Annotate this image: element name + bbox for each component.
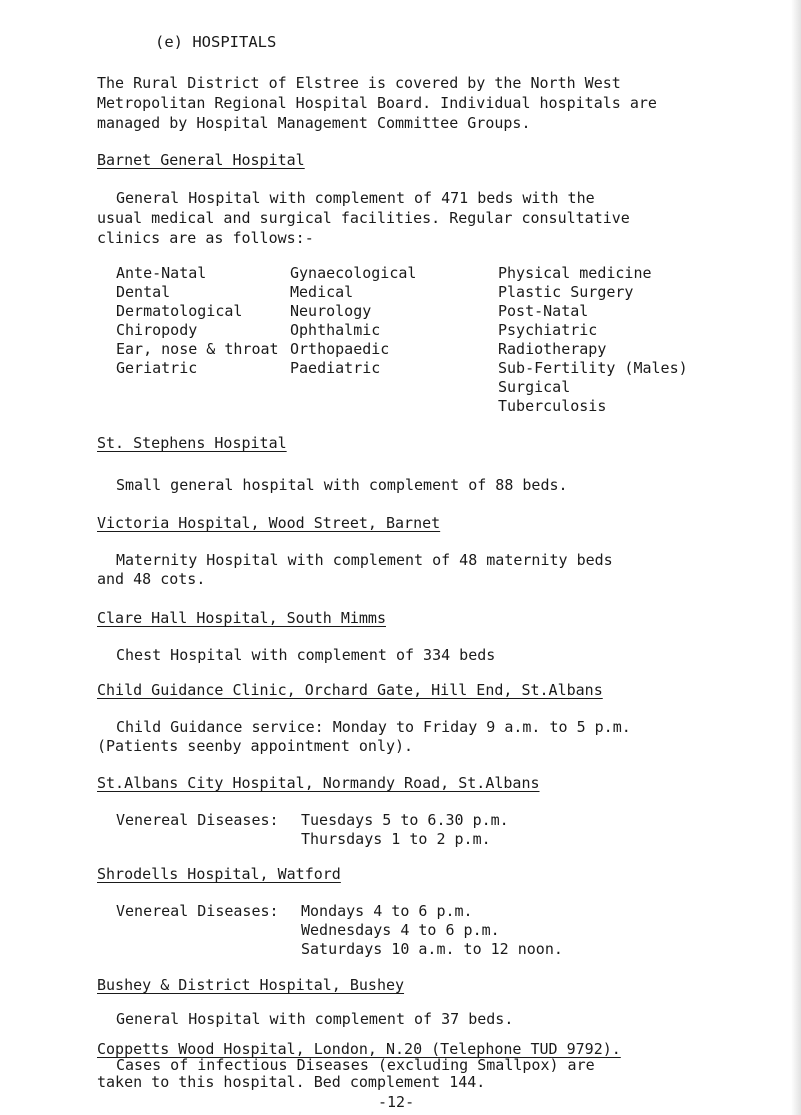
clare-hall-title: Clare Hall Hospital, South Mimms	[97, 609, 386, 627]
st-albans-label: Venereal Diseases:	[116, 811, 279, 829]
child-guidance-para-2: (Patients seenby appointment only).	[97, 737, 414, 755]
st-albans-title: St.Albans City Hospital, Normandy Road, St.Albans	[97, 774, 540, 792]
clinic-item: Ante-Natal	[116, 264, 207, 282]
clinic-item: Post-Natal	[498, 302, 589, 320]
coppetts-para-1: Cases of infectious Diseases (excluding Smallpox) are	[116, 1056, 595, 1074]
clinic-item: Tuberculosis	[498, 397, 607, 415]
shrodells-title: Shrodells Hospital, Watford	[97, 865, 341, 883]
barnet-title: Barnet General Hospital	[97, 151, 305, 169]
st-albans-time-1: Tuesdays 5 to 6.30 p.m.	[301, 811, 509, 829]
barnet-para-3: clinics are as follows:-	[97, 229, 314, 247]
clinic-item: Chiropody	[116, 321, 198, 339]
shrodells-time-3: Saturdays 10 a.m. to 12 noon.	[301, 940, 563, 958]
clare-hall-para: Chest Hospital with complement of 334 beds	[116, 646, 496, 664]
bushey-para: General Hospital with complement of 37 beds.	[116, 1010, 514, 1028]
clinics-column-1	[116, 264, 279, 378]
clinic-item: Paediatric	[290, 359, 381, 377]
clinics-column-2	[290, 264, 416, 378]
clinic-item: Plastic Surgery	[498, 283, 634, 301]
clinic-item: Physical medicine	[498, 264, 652, 282]
child-guidance-para-1: Child Guidance service: Monday to Friday 9 a.m. to 5 p.m.	[116, 718, 631, 736]
clinic-item: Orthopaedic	[290, 340, 390, 358]
coppetts-para-2: taken to this hospital. Bed complement 144.	[97, 1073, 486, 1091]
clinic-item: Radiotherapy	[498, 340, 607, 358]
clinic-item: Medical	[290, 283, 354, 301]
barnet-para-1: General Hospital with complement of 471 beds with the	[116, 189, 595, 207]
clinic-item: Geriatric	[116, 359, 198, 377]
shrodells-time-1: Mondays 4 to 6 p.m.	[301, 902, 473, 920]
page-number: -12-	[378, 1093, 415, 1111]
coppetts-title: Coppetts Wood Hospital, London, N.20 (Telephone TUD 9792).	[97, 1040, 621, 1058]
barnet-para-2: usual medical and surgical facilities. Regular consultative	[97, 209, 630, 227]
clinic-item: Ophthalmic	[290, 321, 381, 339]
intro-line-1: The Rural District of Elstree is covered by the North West	[97, 74, 621, 92]
intro-line-2: Metropolitan Regional Hospital Board. Individual hospitals are	[97, 94, 657, 112]
child-guidance-title: Child Guidance Clinic, Orchard Gate, Hill End, St.Albans	[97, 681, 603, 699]
intro-line-3: managed by Hospital Management Committee Groups.	[97, 114, 531, 132]
victoria-title: Victoria Hospital, Wood Street, Barnet	[97, 514, 441, 532]
section-heading: (e) HOSPITALS	[155, 33, 277, 51]
shrodells-label: Venereal Diseases:	[116, 902, 279, 920]
st-albans-time-2: Thursdays 1 to 2 p.m.	[301, 830, 491, 848]
shrodells-time-2: Wednesdays 4 to 6 p.m.	[301, 921, 500, 939]
bushey-title: Bushey & District Hospital, Bushey	[97, 976, 405, 994]
clinic-item: Sub-Fertility (Males)	[498, 359, 688, 377]
clinic-item: Neurology	[290, 302, 372, 320]
clinics-column-3	[498, 264, 688, 416]
clinic-item: Psychiatric	[498, 321, 598, 339]
victoria-para-2: and 48 cots.	[97, 570, 206, 588]
st-stephens-title: St. Stephens Hospital	[97, 434, 287, 452]
page-edge-shadow	[791, 0, 801, 1115]
victoria-para-1: Maternity Hospital with complement of 48 maternity beds	[116, 551, 613, 569]
clinic-item: Ear, nose & throat	[116, 340, 279, 358]
clinic-item: Surgical	[498, 378, 571, 396]
clinic-item: Dermatological	[116, 302, 243, 320]
st-stephens-para: Small general hospital with complement of 88 beds.	[116, 476, 568, 494]
clinic-item: Dental	[116, 283, 171, 301]
clinic-item: Gynaecological	[290, 264, 417, 282]
